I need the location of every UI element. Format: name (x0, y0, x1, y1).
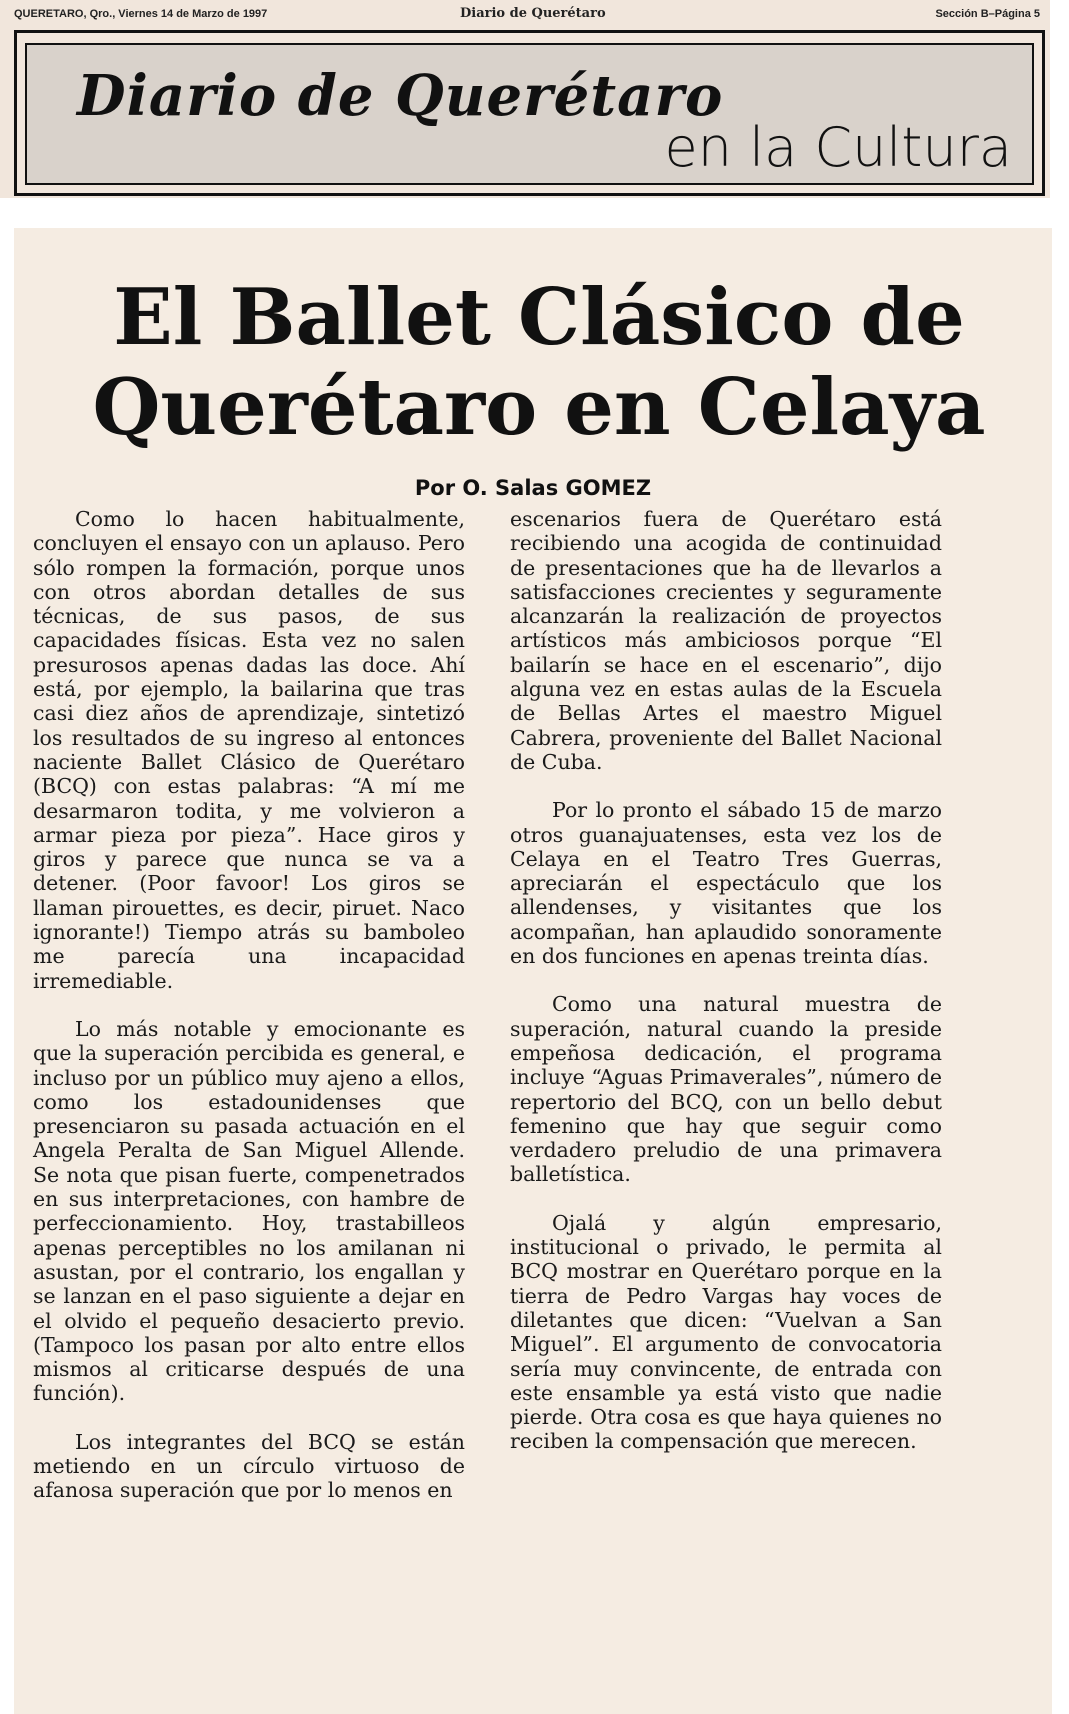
paragraph: Por lo pronto el sábado 15 de marzo otros guanajuatenses, esta vez los de Celaya en el Teatro Tres Guerras, apreciarán el espectáculo que los allendenses, y visitantes que los acompañan, han aplaudido sonoramente en dos funciones en apenas treinta días. (510, 798, 942, 969)
column-1 (33, 507, 465, 1527)
byline: Por O. Salas GOMEZ (414, 476, 652, 500)
paragraph: Como una natural muestra de superación, natural cuando la preside empeñosa dedicación, el programa incluye “Aguas Primaverales”, número de repertorio del BCQ, con un bello debut femenino que hay que seguir como verdadero preludio de una primavera balletística. (510, 992, 942, 1187)
masthead-frame (14, 30, 1045, 196)
dateline: QUERETARO, Qro., Viernes 14 de Marzo de 1997 (14, 8, 268, 20)
article (14, 228, 1052, 1714)
paragraph: Lo más notable y emocionante es que la superación percibida es general, e incluso por un público muy ajeno a ellos, como los estadounidenses que presenciaron su pasada actuación en el Angela Peralta de San Miguel Allende. Se nota que pisan fuerte, compenetrados en sus interpretaciones, con hambre de perfeccionamiento. Hoy, trastabilleos apenas perceptibles no los amilanan ni asustan, por el contrario, los engallan y se lanzan en el paso siguiente a dejar en el olvido el pequeño desacierto previo. (Tampoco los pasan por alto entre ellos mismos al criticarse después de una función). (33, 1016, 465, 1406)
column-2 (510, 507, 942, 1478)
paragraph: Los integrantes del BCQ se están metiendo en un círculo virtuoso de afanosa superación que por lo menos en (33, 1429, 465, 1503)
headline: El Ballet Clásico de Querétaro en Celaya (92, 272, 986, 453)
paragraph: Ojalá y algún empresario, institucional o privado, le permita al BCQ mostrar en Querétaro porque en la tierra de Pedro Vargas hay voces de diletantes que dicen: “Vuelvan a San Miguel”. El argumento de convocatoria sería muy convincente, de entrada con este ensamble ya está visto que nadie pierde. Otra cosa es que haya quienes no reciben la compensación que merecen. (510, 1210, 942, 1454)
newspaper-logo: Diario de Querétaro (77, 63, 724, 129)
masthead (0, 0, 1050, 198)
page-number: Sección B–Página 5 (935, 8, 1040, 20)
section-title: en la Cultura (664, 116, 1012, 179)
paragraph: Como lo hacen habitualmente, concluyen el ensayo con un aplauso. Pero sólo rompen la formación, porque unos con otros abordan detalles de sus técnicas, de sus pasos, de sus capacidades físicas. Esta vez no salen presurosos apenas dadas las doce. Ahí está, por ejemplo, la bailarina que tras casi diez años de aprendizaje, sintetizó los resultados de su ingreso al entonces naciente Ballet Clásico de Querétaro (BCQ) con estas palabras: “A mí me desarmaron todita, y me volvieron a armar pieza por pieza”. Hace giros y giros y parece que nunca se va a detener. (Poor favoor! Los giros se llaman pirouettes, es decir, piruet. Naco ignorante!) Tiempo atrás su bamboleo me parecía una incapacidad irremediable. (33, 507, 465, 993)
small-logo: Diario de Querétaro (460, 6, 606, 21)
paragraph: escenarios fuera de Querétaro está recibiendo una acogida de continuidad de presentaciones que ha de llevarlos a satisfacciones crecientes y seguramente alcanzarán la realización de proyectos artísticos más ambiciosos porque “El bailarín se hace en el escenario”, dijo alguna vez en estas aulas de la Escuela de Bellas Artes el maestro Miguel Cabrera, proveniente del Ballet Nacional de Cuba. (510, 507, 942, 774)
